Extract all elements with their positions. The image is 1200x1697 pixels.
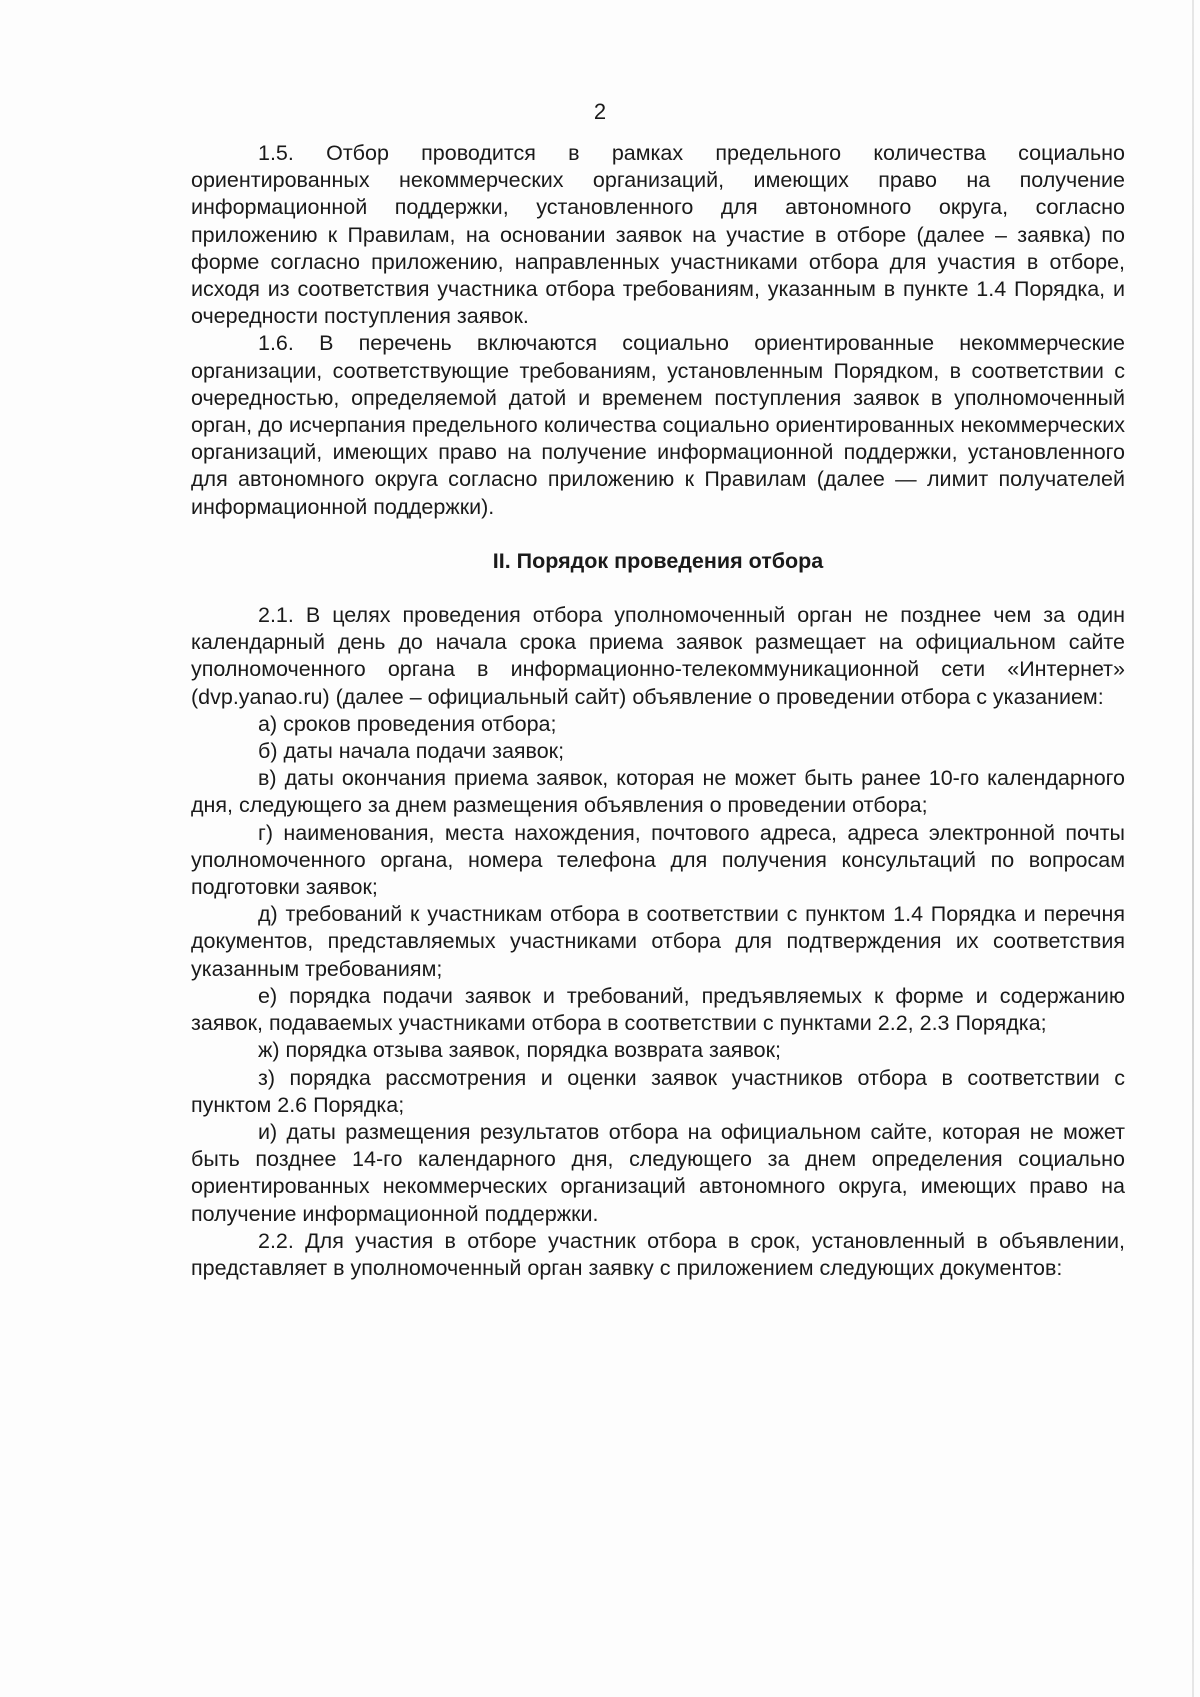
list-item-z: з) порядка рассмотрения и оценки заявок участников отбора в соответствии с пунктом 2.6 Порядка;	[191, 1065, 1125, 1117]
paragraph-1-6: 1.6. В перечень включаются социально ориентированные некоммерческие организации, соответствующие требованиям, установленным Порядком, в соответствии с очередностью, определяемой датой и временем поступления заявок в уполномоченный орган, до исчерпания предельного количества социально ориентированных некоммерческих организаций, имеющих право на получение информационной поддержки, установленного для автономного округа согласно приложению к Правилам (далее — лимит получателей информационной поддержки).	[191, 331, 1125, 519]
document-body	[191, 140, 1125, 1282]
list-item-e: е) порядка подачи заявок и требований, предъявляемых к форме и содержанию заявок, подаваемых участниками отбора в соответствии с пунктами 2.2, 2.3 Порядка;	[191, 983, 1125, 1036]
list-item-d: д) требований к участникам отбора в соответствии с пунктом 1.4 Порядка и перечня документов, представляемых участниками отбора для подтверждения их соответствия указанным требованиям;	[191, 902, 1125, 981]
list-item-zh: ж) порядка отзыва заявок, порядка возврата заявок;	[258, 1038, 781, 1063]
list-item-a: а) сроков проведения отбора;	[258, 711, 557, 736]
section-heading: II. Порядок проведения отбора	[492, 548, 824, 573]
paragraph-2-1: 2.1. В целях проведения отбора уполномоченный орган не позднее чем за один календарный день до начала срока приема заявок размещает на официальном сайте уполномоченного органа в информационно-телекоммуникационной сети «Интернет» (dvp.yanao.ru) (далее – официальный сайт) объявление о проведении отбора с указанием:	[191, 603, 1125, 709]
paragraph-2-2: 2.2. Для участия в отборе участник отбора в срок, установленный в объявлении, представляет в уполномоченный орган заявку с приложением следующих документов:	[191, 1228, 1125, 1280]
scan-edge-line	[1192, 0, 1194, 1697]
list-item-i: и) даты размещения результатов отбора на официальном сайте, которая не может быть позднее 14-го календарного дня, следующего за днем определения социально ориентированных некоммерческих организаций автономного округа, имеющих право на получение информационной поддержки.	[191, 1119, 1125, 1226]
list-item-b: б) даты начала подачи заявок;	[258, 739, 565, 764]
list-item-v: в) даты окончания приема заявок, которая не может быть ранее 10-го календарного дня, следующего за днем размещения объявления о проведении отбора;	[191, 766, 1125, 818]
page-number: 2	[593, 99, 607, 124]
paragraph-1-5: 1.5. Отбор проводится в рамках предельного количества социально ориентированных некоммерческих организаций, имеющих право на получение информационной поддержки, установленного для автономного округа, согласно приложению к Правилам, на основании заявок на участие в отборе (далее – заявка) по форме согласно приложению, направленных участниками отбора для участия в отборе, исходя из соответствия участника отбора требованиям, указанным в пункте 1.4 Порядка, и очередности поступления заявок.	[191, 141, 1125, 329]
list-item-g: г) наименования, места нахождения, почтового адреса, адреса электронной почты уполномоченного органа, номера телефона для получения консультаций по вопросам подготовки заявок;	[191, 820, 1125, 900]
